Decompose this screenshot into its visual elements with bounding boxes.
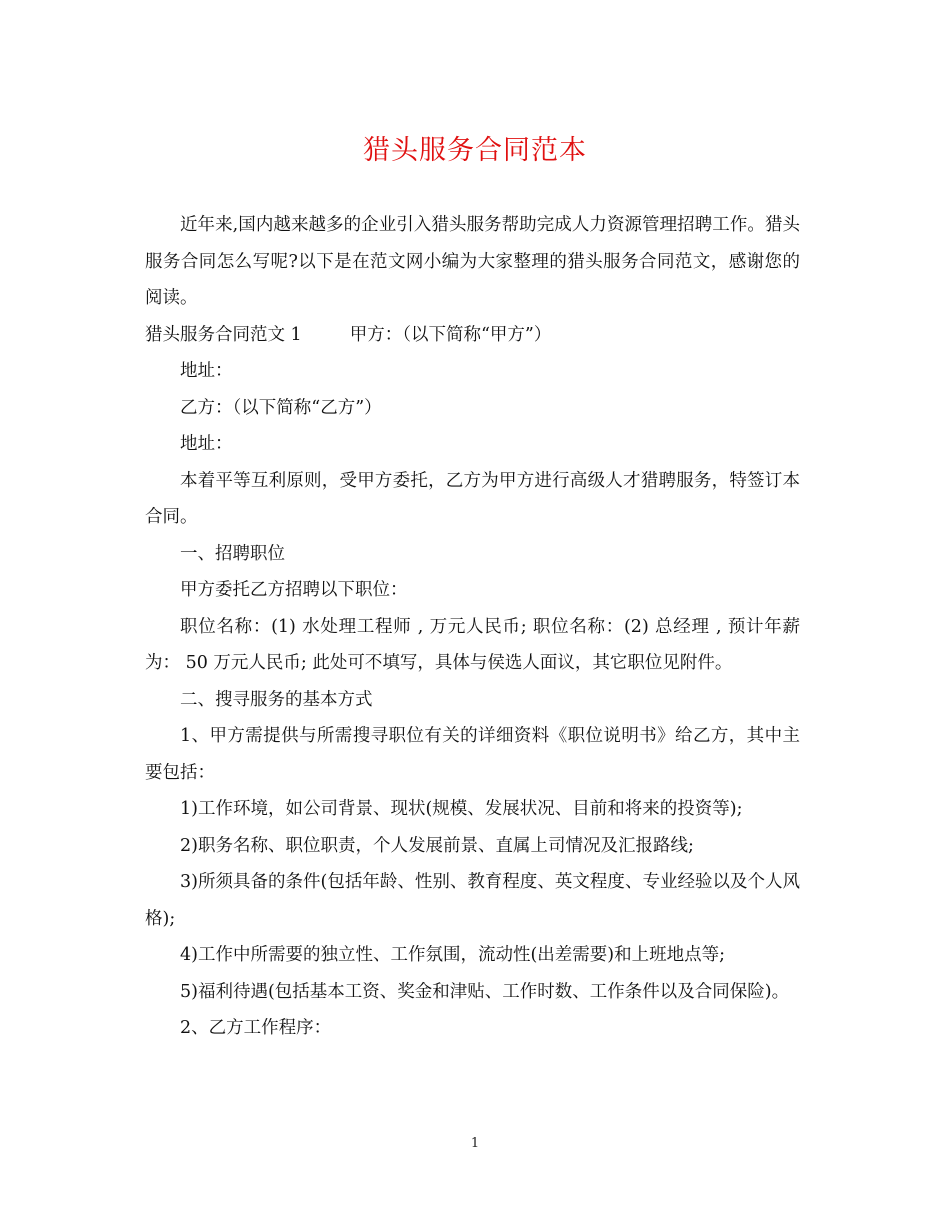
party-b-line: 乙方：（以下简称“乙方”） bbox=[180, 397, 382, 418]
section-heading-positions: 一、招聘职位 bbox=[180, 543, 285, 564]
page-number: 1 bbox=[470, 1136, 480, 1151]
section-heading-search-method: 二、搜寻服务的基本方式 bbox=[180, 689, 373, 710]
party-a-line: 甲方：（以下简称“甲方”） bbox=[349, 324, 552, 345]
list-item: 1)工作环境，如公司背景、现状(规模、发展状况、目前和将来的投资等); bbox=[180, 799, 743, 819]
document-title: 猎头服务合同范本 bbox=[363, 135, 587, 166]
party-a-address: 地址： bbox=[180, 361, 233, 381]
list-item: 4)工作中所需要的独立性、工作氛围，流动性(出差需要)和上班地点等; bbox=[180, 945, 726, 965]
party-b-address: 地址： bbox=[180, 434, 233, 454]
intro-paragraph: 近年来,国内越来越多的企业引入猎头服务帮助完成人力资源管理招聘工作。猎头服务合同怎么写呢?以下是在范文网小编为大家整理的猎头服务合同范文，感谢您的阅读。 bbox=[145, 215, 800, 308]
list-item: 3)所须具备的条件(包括年龄、性别、教育程度、英文程度、专业经验以及个人风格); bbox=[145, 872, 800, 929]
list-item: 5)福利待遇(包括基本工资、奖金和津贴、工作时数、工作条件以及合同保险)。 bbox=[180, 981, 790, 1002]
preamble-paragraph: 本着平等互利原则，受甲方委托，乙方为甲方进行高级人才猎聘服务，特签订本合同。 bbox=[145, 470, 800, 527]
sample-heading-label: 猎头服务合同范文 1 bbox=[145, 324, 302, 345]
positions-detail: 职位名称：(1) 水处理工程师 , 万元人民币; 职位名称：(2) 总经理 , 预计年薪为： 50 万元人民币; 此处可不填写，具体与侯选人面议，其它职位见附件。 bbox=[145, 616, 800, 673]
positions-intro: 甲方委托乙方招聘以下职位： bbox=[180, 580, 408, 600]
clause-1: 1、甲方需提供与所需搜寻职位有关的详细资料《职位说明书》给乙方，其中主要包括： bbox=[145, 726, 800, 783]
list-item: 2)职务名称、职位职责，个人发展前景、直属上司情况及汇报路线; bbox=[180, 835, 694, 856]
clause-2: 2、乙方工作程序： bbox=[180, 1018, 332, 1038]
sample-heading-line bbox=[145, 317, 800, 354]
document-body bbox=[145, 207, 800, 1047]
